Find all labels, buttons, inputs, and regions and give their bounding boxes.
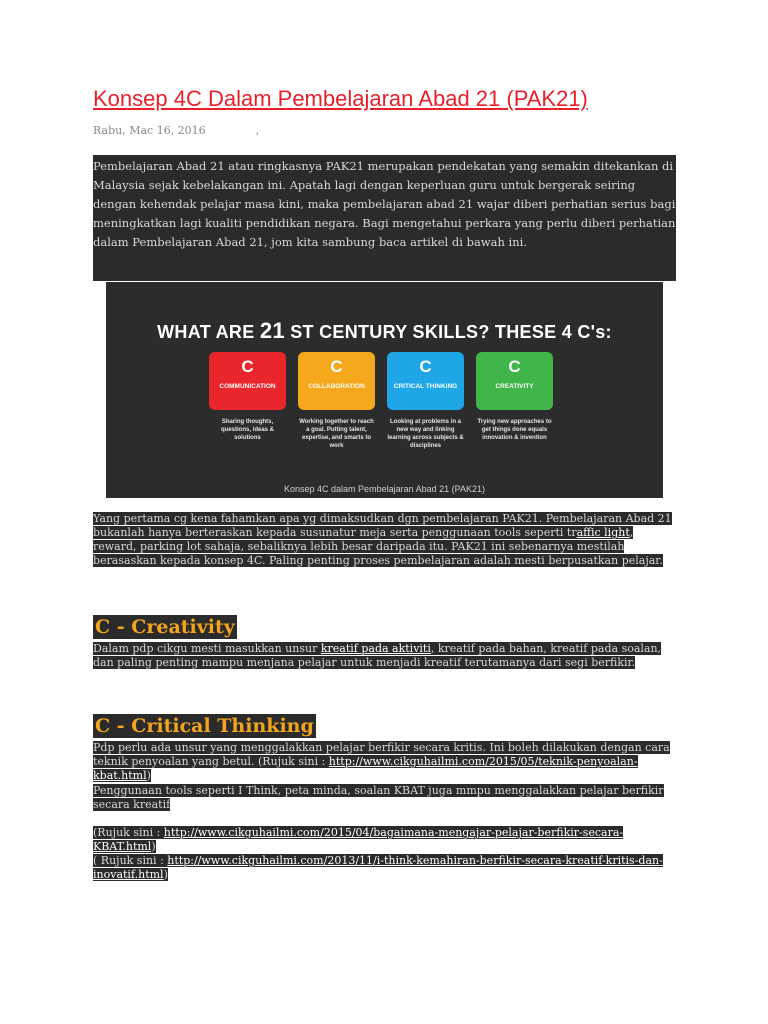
- body-paragraph-1: [93, 512, 678, 568]
- p2-text-a: Dalam pdp cikgu mesti masukkan unsur: [93, 642, 321, 655]
- p2-text-b: , kreatif pada bahan, kreatif pada soalan, dan paling penting mampu menjana pelajar untuk menjadi kreatif terutamanya dari segi berfikir.: [93, 642, 662, 669]
- p6-text-b: ): [163, 868, 168, 881]
- skill-card-name: CREATIVITY: [495, 383, 534, 390]
- skill-card-creativity: [476, 352, 553, 442]
- skill-card-box: [209, 352, 286, 410]
- intro-paragraph: Pembelajaran Abad 21 atau ringkasnya PAK21 merupakan pendekatan yang semakin ditekankan di Malaysia sejak kebelakangan ini. Apatah lagi dengan keperluan guru untuk bergerak seiring dengan kehendak pelajar masa kini, maka pembelajaran abad 21 wajar diberi perhatian serius bagi meningkatkan lagi kualiti pendidikan negara. Bagi mengetahui perkara yang perlu diberi perhatian dalam Pembelajaran Abad 21, jom kita sambung baca artikel di bawah ini.: [93, 159, 676, 249]
- heading-critical-thinking: C - Critical Thinking: [95, 715, 314, 737]
- p1-text-b: , reward, parking lot sahaja, sebaliknya lebih besar daripada itu. PAK21 ini sebenarnya mestilah berasaskan kepada konsep 4C. Paling penting proses pembelajaran adalah mesti berpusatkan pelajar.: [93, 526, 663, 567]
- p6-text-a: ( Rujuk sini :: [93, 854, 168, 867]
- post-date-text: Rabu, Mac 16, 2016: [93, 124, 206, 137]
- skill-card-name: CRITICAL THINKING: [393, 383, 458, 390]
- body-paragraph-5: [93, 826, 678, 882]
- skill-cards: [209, 352, 554, 462]
- skill-card-name: COLLABORATION: [308, 383, 365, 390]
- figure-heading-pre: WHAT ARE: [157, 322, 260, 342]
- figure-heading-post: THESE 4 C's:: [494, 322, 612, 342]
- traffic-light-link[interactable]: affic light: [576, 526, 630, 539]
- heading-creativity: C - Creativity: [95, 616, 235, 638]
- p1-text-a: Yang pertama cg kena fahamkan apa yg dimaksudkan dgn pembelajaran PAK21. Pembelajaran Abad 21 bukanlah hanya berteraskan kepada susunatur meja serta penggunaan tools seperti tr: [93, 512, 672, 539]
- four-c-figure: [106, 282, 663, 498]
- skill-card-letter: C: [330, 357, 343, 376]
- skill-card-collaboration: [298, 352, 375, 450]
- skill-card-desc: Working together to reach a goal. Putting talent, expertise, and smarts to work: [299, 419, 374, 449]
- figure-caption: Konsep 4C dalam Pembelajaran Abad 21 (PAK21): [284, 484, 485, 494]
- figure-heading-mid: ST CENTURY SKILLS?: [284, 322, 495, 342]
- figure-heading: [106, 318, 663, 344]
- p3-text-a: Pdp perlu ada unsur yang menggalakkan pelajar berfikir secara kritis. Ini boleh dilakukan dengan cara teknik penyoalan yang betul. (Rujuk sini :: [93, 741, 670, 768]
- intro-block: [93, 155, 676, 281]
- i-think-link[interactable]: http://www.cikguhailmi.com/2013/11/i-think-kemahiran-berfikir-secara-kreatif-kritis-dan-inovatif.html: [93, 854, 663, 881]
- post-title[interactable]: Konsep 4C Dalam Pembelajaran Abad 21 (PAK21): [93, 86, 588, 111]
- p5-text-a: (Rujuk sini :: [93, 826, 164, 839]
- skill-card-desc: Looking at problems in a new way and linking learning across subjects & disciplines: [387, 419, 464, 449]
- skill-card-box: [298, 352, 375, 410]
- teknik-penyoalan-link[interactable]: http://www.cikguhailmi.com/2015/05/teknik-penyoalan-kbat.html: [93, 755, 638, 782]
- p5-text-b: ): [151, 840, 156, 853]
- skill-card-letter: C: [241, 357, 254, 376]
- skill-card-critical-thinking: [387, 352, 464, 450]
- body-paragraph-2: [93, 642, 678, 670]
- berfikir-kbat-link[interactable]: http://www.cikguhailmi.com/2015/04/bagaimana-mengajar-pelajar-berfikir-secara-KBAT.html: [93, 826, 624, 853]
- skill-card-desc: Trying new approaches to get things done equals innovation & invention: [477, 419, 552, 441]
- skill-card-box: [387, 352, 464, 410]
- post-date: [93, 124, 259, 137]
- p4-text: Penggunaan tools seperti I Think, peta minda, soalan KBAT juga mmpu menggalakkan pelajar berfikir secara kreatif: [93, 784, 664, 811]
- kreatif-aktiviti-link[interactable]: kreatif pada aktiviti: [320, 642, 431, 655]
- body-paragraph-4: [93, 784, 678, 812]
- skill-card-desc: Sharing thoughts, questions, ideas & solutions: [220, 419, 274, 441]
- skill-card-box: [476, 352, 553, 410]
- p3-text-b: ): [146, 769, 151, 782]
- skill-card-communication: [209, 352, 286, 442]
- date-separator: ,: [255, 124, 260, 137]
- figure-heading-num: 21: [259, 318, 285, 343]
- skill-card-letter: C: [419, 357, 432, 376]
- skill-card-letter: C: [508, 357, 521, 376]
- body-paragraph-3: [93, 741, 678, 783]
- skill-card-name: COMMUNICATION: [219, 383, 276, 390]
